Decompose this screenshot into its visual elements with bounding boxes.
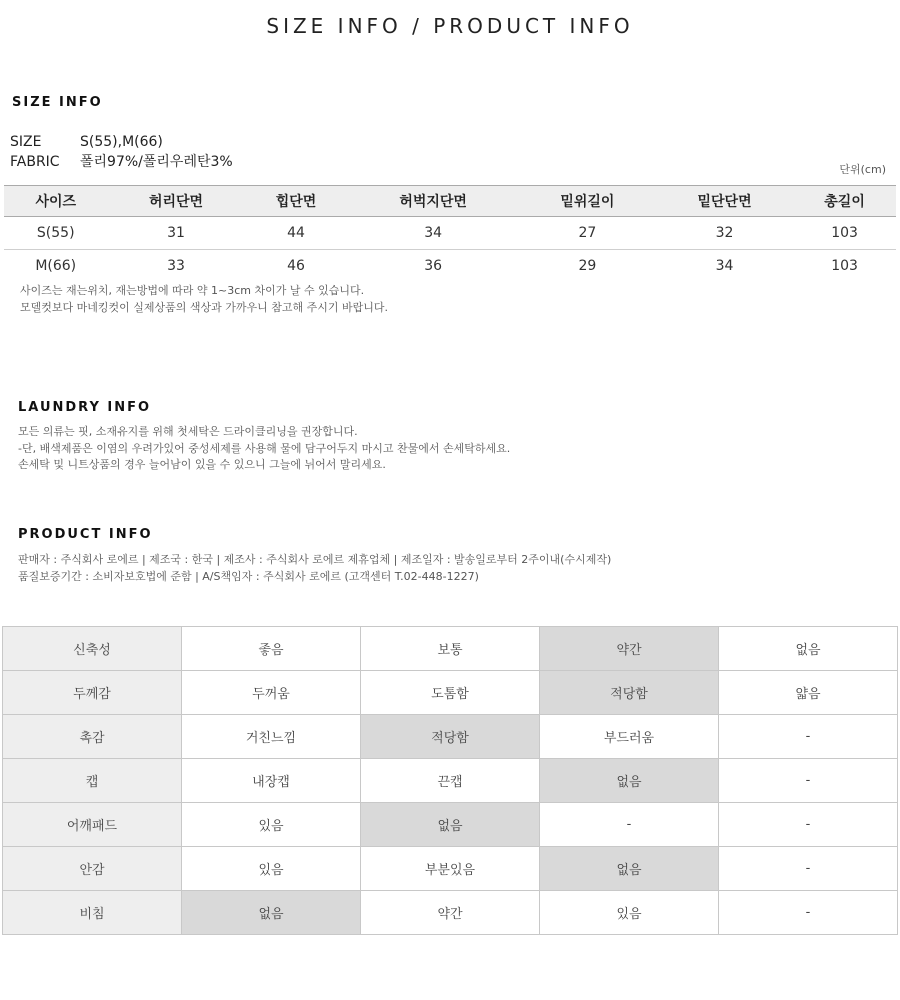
spec-size-row bbox=[10, 134, 163, 150]
size-table-header: 총길이 bbox=[793, 186, 896, 217]
table-cell: 46 bbox=[287, 258, 305, 274]
size-table-header-row bbox=[4, 186, 896, 217]
attribute-option: - bbox=[719, 803, 898, 847]
table-cell: 103 bbox=[793, 217, 896, 250]
attribute-option: - bbox=[719, 759, 898, 803]
spec-fabric-key: FABRIC bbox=[10, 154, 60, 170]
size-table-header: 밑위길이 bbox=[519, 186, 656, 217]
table-cell: S(55) bbox=[4, 217, 107, 250]
attribute-option: 있음 bbox=[540, 891, 719, 935]
table-cell: 31 bbox=[107, 217, 244, 250]
attribute-row bbox=[3, 803, 898, 847]
attribute-option: 내장캡 bbox=[182, 759, 361, 803]
table-cell: 34 bbox=[715, 258, 734, 274]
table-cell: 32 bbox=[656, 217, 793, 250]
note-line: 품질보증기간 : 소비자보호법에 준함 | A/S책임자 : 주식회사 로에르 (고객센터 T.02-448-1227) bbox=[18, 569, 479, 583]
attribute-option: 부분있음 bbox=[361, 847, 540, 891]
attribute-label: 캡 bbox=[3, 759, 182, 803]
attribute-option: 얇음 bbox=[719, 671, 898, 715]
table-cell: 29 bbox=[578, 258, 597, 274]
attribute-row bbox=[3, 715, 898, 759]
attribute-option: - bbox=[719, 891, 898, 935]
size-table bbox=[4, 185, 896, 282]
attribute-option: 있음 bbox=[182, 803, 361, 847]
attribute-option-selected: 약간 bbox=[540, 627, 719, 671]
attribute-label: 어깨패드 bbox=[3, 803, 182, 847]
spec-fabric-row bbox=[10, 151, 233, 171]
attribute-option: 끈캡 bbox=[361, 759, 540, 803]
laundry-info-heading: LAUNDRY INFO bbox=[18, 400, 152, 415]
table-cell: 103 bbox=[831, 258, 858, 274]
table-cell: 34 bbox=[347, 217, 518, 250]
table-cell: 44 bbox=[245, 217, 348, 250]
attribute-label: 두께감 bbox=[3, 671, 182, 715]
attribute-row bbox=[3, 759, 898, 803]
table-cell: 36 bbox=[424, 258, 443, 274]
attribute-option-selected: 없음 bbox=[361, 803, 540, 847]
attribute-label: 비침 bbox=[3, 891, 182, 935]
attribute-option: 좋음 bbox=[182, 627, 361, 671]
table-row bbox=[4, 217, 896, 250]
unit-label: 단위(cm) bbox=[839, 163, 886, 176]
note-line: 손세탁 및 니트상품의 경우 늘어남이 있을 수 있으니 그늘에 뉘어서 말리세요. bbox=[18, 458, 386, 471]
table-cell: 27 bbox=[519, 217, 656, 250]
attribute-option: 부드러움 bbox=[540, 715, 719, 759]
attribute-option: 두꺼움 bbox=[182, 671, 361, 715]
attribute-option: 없음 bbox=[719, 627, 898, 671]
size-notes bbox=[20, 283, 388, 316]
page-title: SIZE INFO / PRODUCT INFO bbox=[266, 14, 634, 38]
spec-fabric-value: 폴리97%/폴리우레탄3% bbox=[80, 154, 233, 170]
size-info-heading: SIZE INFO bbox=[12, 95, 103, 110]
attribute-option: - bbox=[719, 715, 898, 759]
attribute-option: 거친느낌 bbox=[182, 715, 361, 759]
note-line: 판매자 : 주식회사 로에르 | 제조국 : 한국 | 제조사 : 주식회사 로에르 제휴업체 | 제조일자 : 발송일로부터 2주이내(수시제작) bbox=[18, 553, 612, 566]
table-row bbox=[4, 250, 896, 283]
product-notes bbox=[18, 552, 611, 585]
attribute-row bbox=[3, 627, 898, 671]
attribute-row bbox=[3, 891, 898, 935]
size-table-header: 힙단면 bbox=[245, 186, 348, 217]
table-cell: 33 bbox=[167, 258, 185, 274]
note-line: 모든 의류는 핏, 소재유지를 위해 첫세탁은 드라이클리닝을 권장합니다. bbox=[18, 425, 358, 438]
attribute-option-selected: 없음 bbox=[540, 759, 719, 803]
note-line: 사이즈는 재는위치, 재는방법에 따라 약 1~3cm 차이가 날 수 있습니다. bbox=[20, 284, 365, 297]
spec-size-key: SIZE bbox=[10, 134, 42, 150]
attribute-row bbox=[3, 847, 898, 891]
attribute-option: 도톰함 bbox=[361, 671, 540, 715]
attribute-option: - bbox=[540, 803, 719, 847]
product-info-heading: PRODUCT INFO bbox=[18, 527, 153, 542]
note-line: -단, 배색제품은 이염의 우려가있어 중성세제를 사용해 물에 담구어두지 마시고 찬물에서 손세탁하세요. bbox=[18, 441, 511, 455]
attribute-row bbox=[3, 671, 898, 715]
attribute-label: 신축성 bbox=[3, 627, 182, 671]
attribute-option-selected: 적당함 bbox=[361, 715, 540, 759]
attribute-option: - bbox=[719, 847, 898, 891]
attribute-label: 촉감 bbox=[3, 715, 182, 759]
size-table-header: 허벅지단면 bbox=[347, 186, 518, 217]
table-cell: M(66) bbox=[35, 258, 77, 274]
attribute-option-selected: 없음 bbox=[540, 847, 719, 891]
size-table-header: 밑단단면 bbox=[656, 186, 793, 217]
size-table-header: 허리단면 bbox=[107, 186, 244, 217]
attribute-option: 보통 bbox=[361, 627, 540, 671]
note-line: 모델컷보다 마네킹컷이 실제상품의 색상과 가까우니 참고해 주시기 바랍니다. bbox=[20, 300, 389, 314]
attribute-option-selected: 적당함 bbox=[540, 671, 719, 715]
attribute-option-selected: 없음 bbox=[182, 891, 361, 935]
laundry-notes bbox=[18, 424, 510, 474]
spec-size-value: S(55),M(66) bbox=[80, 134, 163, 150]
attribute-option: 있음 bbox=[182, 847, 361, 891]
attribute-option: 약간 bbox=[361, 891, 540, 935]
attribute-label: 안감 bbox=[3, 847, 182, 891]
size-table-header: 사이즈 bbox=[4, 186, 107, 217]
attribute-table bbox=[2, 626, 898, 935]
